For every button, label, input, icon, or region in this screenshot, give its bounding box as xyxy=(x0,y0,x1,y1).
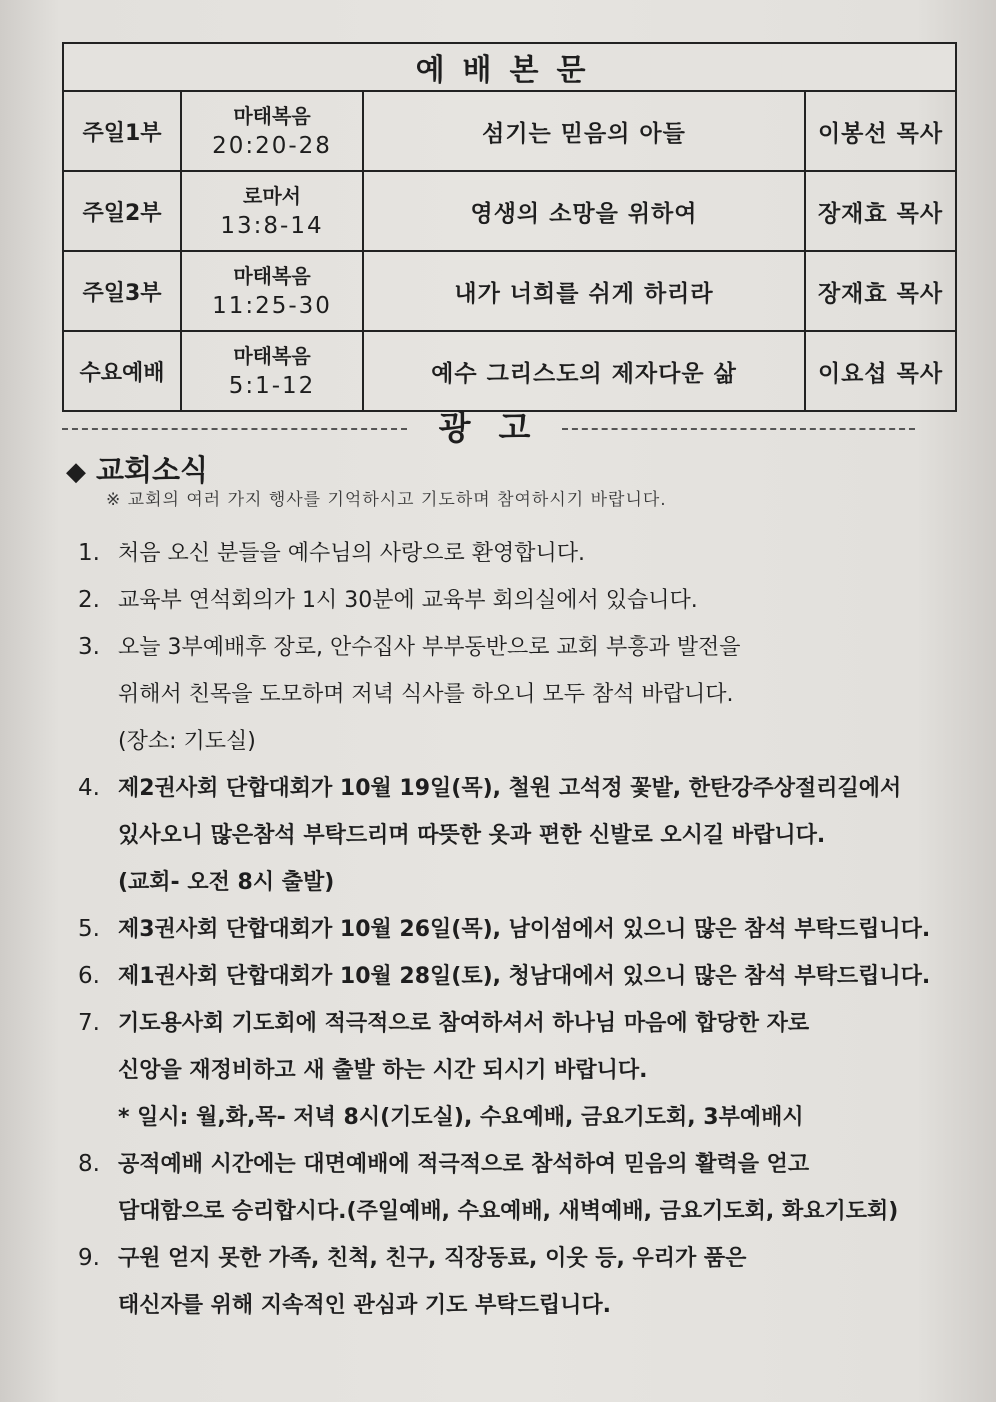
preacher-name: 이봉선 목사 xyxy=(805,91,956,171)
scripture-verse: 5:1-12 xyxy=(228,373,316,399)
sermon-title: 예수 그리스도의 제자다운 삶 xyxy=(363,331,805,411)
item-text: 제1권사회 단합대회가 10월 28일(토), 청남대에서 있으니 많은 참석 부탁드립니다. xyxy=(118,964,931,989)
announcements-heading xyxy=(62,402,915,447)
sermon-title: 영생의 소망을 위하여 xyxy=(363,171,805,251)
list-item xyxy=(78,530,878,577)
sermon-schedule-table xyxy=(62,42,957,412)
item-text: * 일시: 월,화,목- 저녁 8시(기도실), 수요예배, 금요기도회, 3부예배시 xyxy=(118,1105,804,1130)
list-item xyxy=(78,1235,878,1329)
item-text: 제2권사회 단합대회가 10월 19일(목), 철원 고석정 꽃밭, 한탄강주상절리길에서 xyxy=(118,776,902,801)
item-text: 있사오니 많은참석 부탁드리며 따뜻한 옷과 편한 신발로 오시길 바랍니다. xyxy=(118,823,826,848)
preacher-name: 이요섭 목사 xyxy=(805,331,956,411)
list-item xyxy=(78,906,931,953)
item-text: 처음 오신 분들을 예수님의 사랑으로 환영합니다. xyxy=(118,541,586,566)
schedule-heading: 예배본문 xyxy=(63,43,956,91)
list-item xyxy=(78,765,902,906)
church-news-title xyxy=(66,448,208,489)
diamond-icon: ◆ xyxy=(66,457,86,487)
list-item xyxy=(78,953,931,1000)
announcements-title: 광고 xyxy=(438,408,559,447)
schedule-row xyxy=(63,171,956,251)
item-number: 1. xyxy=(78,540,100,566)
item-text: 제3권사회 단합대회가 10월 26일(목), 남이섬에서 있으니 많은 참석 부탁드립니다. xyxy=(118,917,931,942)
divider xyxy=(62,428,407,430)
item-number: 4. xyxy=(78,775,100,801)
scripture-verse: 13:8-14 xyxy=(220,213,324,239)
church-news-note: ※ 교회의 여러 가지 행사를 기억하시고 기도하며 참여하시기 바랍니다. xyxy=(106,490,667,510)
item-number: 3. xyxy=(78,634,100,660)
scripture-book: 마태복음 xyxy=(233,264,311,288)
scripture-book: 마태복음 xyxy=(233,104,311,128)
news-list xyxy=(78,530,931,1329)
item-text: 위해서 친목을 도모하며 저녁 식사를 하오니 모두 참석 바랍니다. xyxy=(118,682,734,707)
item-text: (장소: 기도실) xyxy=(118,729,256,754)
service-name: 주일2부 xyxy=(63,171,181,251)
service-name: 주일1부 xyxy=(63,91,181,171)
sermon-title: 내가 너희를 쉬게 하리라 xyxy=(363,251,805,331)
item-text: 오늘 3부예배후 장로, 안수집사 부부동반으로 교회 부흥과 발전을 xyxy=(118,635,741,660)
service-name: 수요예배 xyxy=(63,331,181,411)
item-number: 2. xyxy=(78,587,100,613)
scripture-book: 로마서 xyxy=(243,184,301,208)
item-text: 태신자를 위해 지속적인 관심과 기도 부탁드립니다. xyxy=(118,1293,611,1318)
item-number: 6. xyxy=(78,963,100,989)
sermon-title: 섬기는 믿음의 아들 xyxy=(363,91,805,171)
item-number: 9. xyxy=(78,1245,100,1271)
scripture-reference xyxy=(181,331,363,411)
item-text: 구원 얻지 못한 가족, 친척, 친구, 직장동료, 이웃 등, 우리가 품은 xyxy=(118,1246,747,1271)
item-number: 7. xyxy=(78,1010,100,1036)
item-number: 8. xyxy=(78,1151,100,1177)
list-item xyxy=(78,624,878,765)
preacher-name: 장재효 목사 xyxy=(805,251,956,331)
item-number: 5. xyxy=(78,916,100,942)
scripture-reference xyxy=(181,251,363,331)
service-name: 주일3부 xyxy=(63,251,181,331)
scripture-book: 마태복음 xyxy=(233,344,311,368)
item-text: 공적예배 시간에는 대면예배에 적극적으로 참석하여 믿음의 활력을 얻고 xyxy=(118,1152,810,1177)
schedule-row xyxy=(63,251,956,331)
scripture-verse: 20:20-28 xyxy=(212,133,332,159)
item-text: 교육부 연석회의가 1시 30분에 교육부 회의실에서 있습니다. xyxy=(118,588,698,613)
scripture-verse: 11:25-30 xyxy=(212,293,332,319)
list-item xyxy=(78,1141,899,1235)
scripture-reference xyxy=(181,91,363,171)
item-text: 신앙을 재정비하고 새 출발 하는 시간 되시기 바랍니다. xyxy=(118,1058,648,1083)
schedule-row xyxy=(63,91,956,171)
item-text: (교회- 오전 8시 출발) xyxy=(118,870,335,895)
list-item xyxy=(78,1000,878,1141)
schedule-row xyxy=(63,331,956,411)
divider xyxy=(562,428,915,430)
preacher-name: 장재효 목사 xyxy=(805,171,956,251)
list-item xyxy=(78,577,878,624)
item-text: 기도용사회 기도회에 적극적으로 참여하셔서 하나님 마음에 합당한 자로 xyxy=(118,1011,810,1036)
scripture-reference xyxy=(181,171,363,251)
item-text: 담대함으로 승리합시다.(주일예배, 수요예배, 새벽예배, 금요기도회, 화요기도회) xyxy=(118,1199,899,1224)
church-news-label: 교회소식 xyxy=(96,453,209,487)
